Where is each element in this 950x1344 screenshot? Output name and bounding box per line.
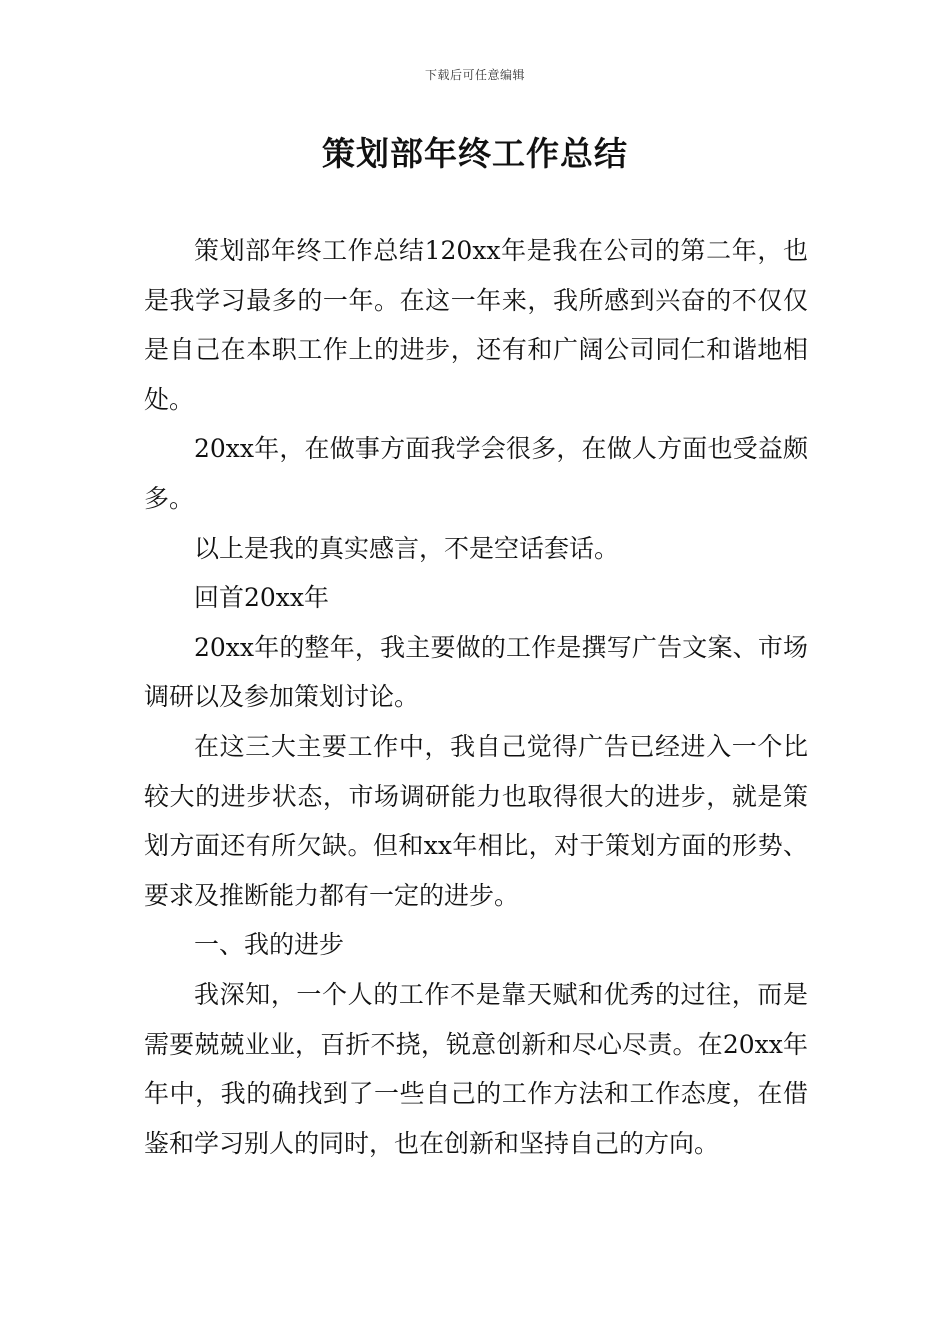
- paragraph: 20xx年的整年，我主要做的工作是撰写广告文案、市场调研以及参加策划讨论。: [144, 632, 808, 712]
- header-note: 下载后可任意编辑: [424, 68, 525, 82]
- paragraph: 策划部年终工作总结120xx年是我在公司的第二年，也是我学习最多的一年。在这一年来，我所感到兴奋的不仅仅是自己在本职工作上的进步，还有和广阔公司同仁和谐地相处。: [144, 236, 808, 414]
- section-heading: 回首20xx年: [194, 583, 330, 613]
- section-heading: 一、我的进步: [194, 930, 345, 960]
- document-body: [144, 226, 808, 1168]
- paragraph: 在这三大主要工作中，我自己觉得广告已经进入一个比较大的进步状态，市场调研能力也取得很大的进步，就是策划方面还有所欠缺。但和xx年相比，对于策划方面的形势、要求及推断能力都有一定的进步。: [144, 731, 808, 910]
- paragraph: 20xx年，在做事方面我学会很多，在做人方面也受益颇多。: [144, 434, 808, 513]
- document-title: 策划部年终工作总结: [322, 134, 628, 173]
- paragraph: 我深知，一个人的工作不是靠天赋和优秀的过往，而是需要兢兢业业，百折不挠，锐意创新和尽心尽责。在20xx年年中，我的确找到了一些自己的工作方法和工作态度，在借鉴和学习别人的同时，也在创新和坚持自己的方向。: [144, 979, 808, 1158]
- paragraph: 以上是我的真实感言，不是空话套话。: [194, 533, 620, 563]
